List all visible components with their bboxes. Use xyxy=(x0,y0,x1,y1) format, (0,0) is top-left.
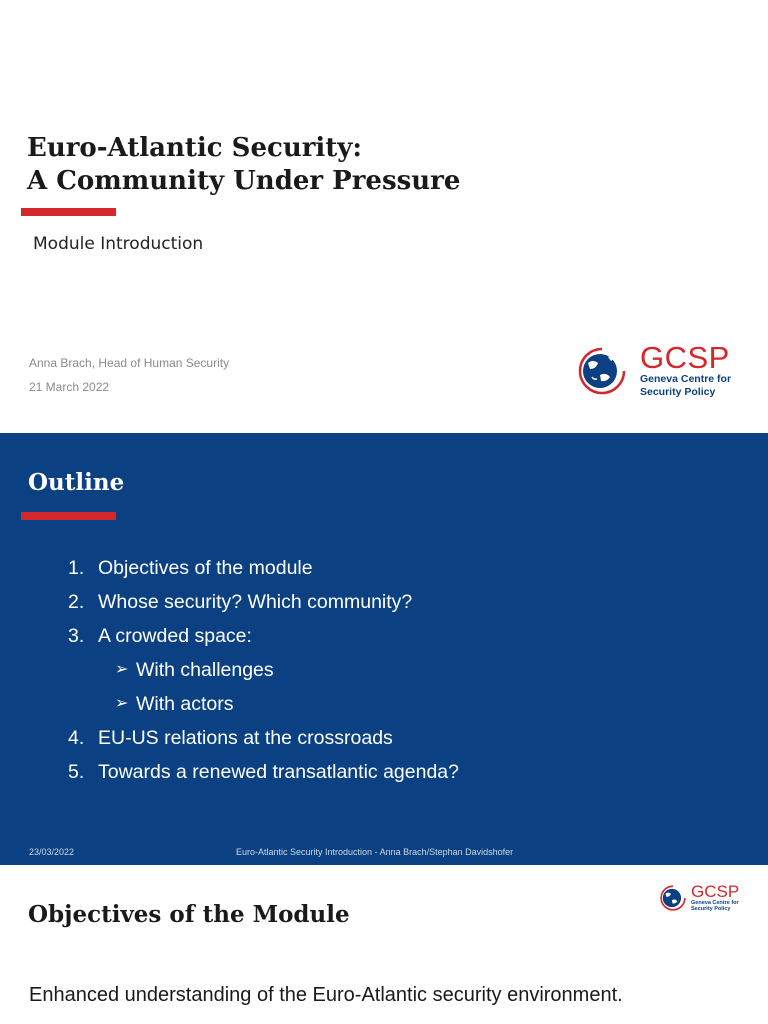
arrow-bullet-icon: ➢ xyxy=(115,661,129,678)
footer-date: 23/03/2022 xyxy=(29,847,75,857)
logo-line-1: Geneva Centre for xyxy=(691,900,739,906)
logo-acronym: GCSP xyxy=(640,340,730,375)
logo-acronym: GCSP xyxy=(691,882,740,901)
gcsp-logo xyxy=(660,884,739,912)
outline-accent-bar xyxy=(21,512,116,520)
item-text: With actors xyxy=(136,693,234,715)
item-number: 2. xyxy=(68,591,85,613)
arrow-bullet-icon: ➢ xyxy=(115,695,129,712)
title-accent-bar xyxy=(21,208,116,216)
title-line-1: Euro-Atlantic Security: xyxy=(27,133,363,163)
item-number: 5. xyxy=(68,761,85,783)
objectives-body: Enhanced understanding of the Euro-Atlantic security environment. xyxy=(29,984,623,1006)
author-line: Anna Brach, Head of Human Security xyxy=(29,356,230,370)
objectives-slide xyxy=(0,865,768,1024)
outline-slide xyxy=(0,433,768,865)
logo-line-1: Geneva Centre for xyxy=(640,373,732,385)
item-text: Whose security? Which community? xyxy=(98,591,413,613)
title-line-2: A Community Under Pressure xyxy=(27,166,461,196)
item-text: A crowded space: xyxy=(98,625,252,647)
objectives-heading: Objectives of the Module xyxy=(28,901,350,928)
item-number: 4. xyxy=(68,727,85,749)
footer-caption: Euro-Atlantic Security Introduction - Anna Brach/Stephan Davidshofer xyxy=(236,847,514,857)
presentation-date: 21 March 2022 xyxy=(29,380,110,394)
globe-dove-icon xyxy=(660,884,686,912)
item-number: 1. xyxy=(68,557,85,579)
slide-subtitle: Module Introduction xyxy=(33,234,204,254)
item-text: With challenges xyxy=(136,659,274,681)
logo-line-2: Security Policy xyxy=(691,906,731,912)
item-text: Objectives of the module xyxy=(98,557,313,579)
slide-title xyxy=(27,132,460,198)
item-text: Towards a renewed transatlantic agenda? xyxy=(98,761,459,783)
item-number: 3. xyxy=(68,625,85,647)
title-slide xyxy=(0,0,768,433)
globe-dove-icon xyxy=(578,345,626,397)
outline-heading: Outline xyxy=(28,469,125,496)
logo-line-2: Security Policy xyxy=(640,386,716,398)
gcsp-logo xyxy=(578,340,732,399)
item-text: EU-US relations at the crossroads xyxy=(98,727,393,749)
